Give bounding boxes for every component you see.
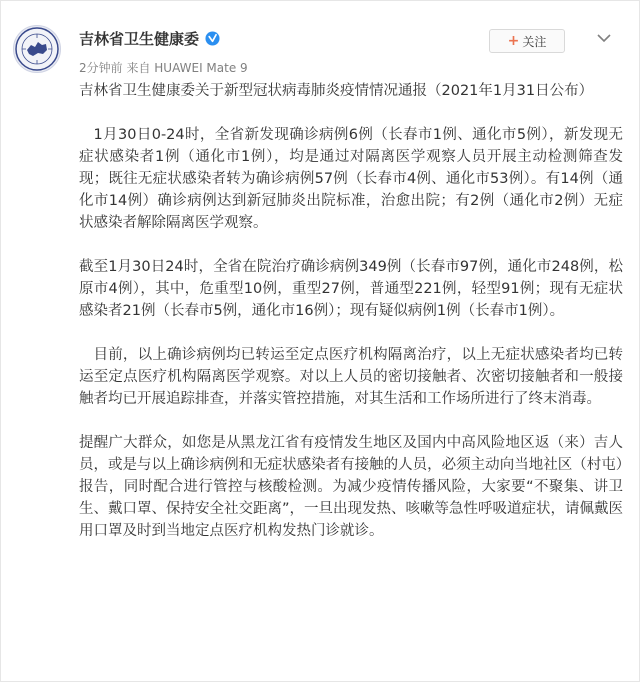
post-headline: 吉林省卫生健康委关于新型冠状病毒肺炎疫情情况通报（2021年1月31日公布） [79, 83, 594, 99]
post-paragraph: 截至1月30日24时，全省在院治疗确诊病例349例（长春市97例，通化市248例，松原市4例），其中，危重型10例，重型27例，普通型221例，轻型91例；现有无症状感染者21例（长春市5例，通化市16例）；现有疑似病例1例（长春市1例）。 [79, 259, 623, 319]
post-paragraph: 提醒广大群众，如您是从黑龙江省有疫情发生地区及国内中高风险地区返（来）吉人员，或是与以上确诊病例和无症状感染者有接触的人员，必须主动向当地社区（村屯）报告，同时配合进行管控与核酸检测。为减少疫情传播风险，大家要“不聚集、讲卫生、戴口罩、保持安全社交距离”，一旦出现发热、咳嗽等急性呼吸道症状，请佩戴医用口罩及时到当地定点医疗机构发热门诊就诊。 [79, 435, 624, 539]
avatar[interactable] [13, 25, 61, 73]
health-commission-logo-icon [14, 26, 60, 72]
post-paragraph: 1月30日0-24时，全省新发现确诊病例6例（长春市1例、通化市5例），新发现无症状感染者1例（通化市1例），均是通过对隔离医学观察人员开展主动检测筛查发现；既往无症状感染者转为确诊病例57例（长春市4例、通化市53例）。有14例（通化市14例）确诊病例达到新冠肺炎出院标准，治愈出院；有2例（通化市2例）无症状感染者解除隔离医学观察。 [79, 127, 623, 231]
follow-button[interactable] [489, 29, 565, 53]
author-name[interactable]: 吉林省卫生健康委 [79, 30, 200, 48]
post-content [79, 80, 623, 542]
chevron-down-icon[interactable] [597, 33, 611, 43]
post-paragraph: 目前，以上确诊病例均已转运至定点医疗机构隔离治疗，以上无症状感染者均已转运至定点医疗机构隔离医学观察。对以上人员的密切接触者、次密切接触者和一般接触者均已开展追踪排查，并落实管控措施，对其生活和工作场所进行了终末消毒。 [79, 347, 623, 407]
plus-icon: + [507, 33, 520, 49]
verified-badge-icon [205, 31, 220, 46]
post-meta: 2分钟前 来自 HUAWEI Mate 9 [79, 61, 248, 75]
follow-label: 关注 [522, 34, 547, 49]
